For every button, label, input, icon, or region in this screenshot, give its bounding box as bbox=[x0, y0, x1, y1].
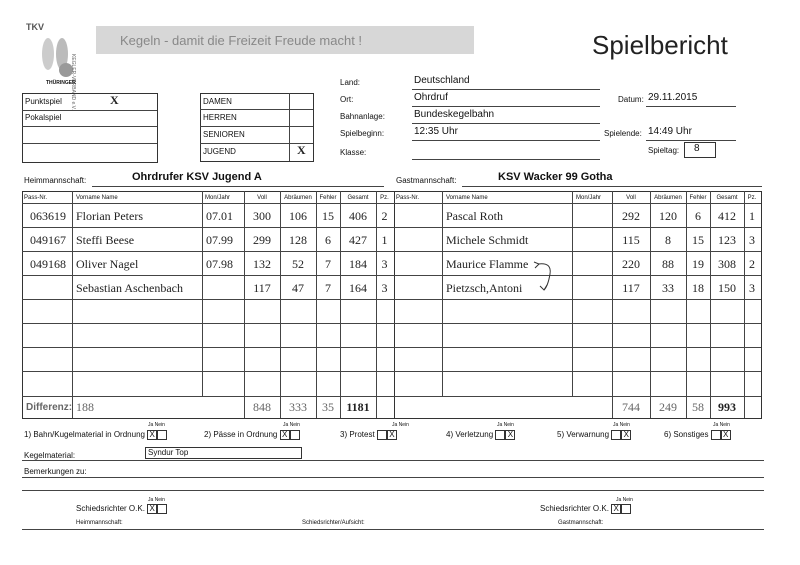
guest-player-name[interactable]: Michele Schmidt bbox=[446, 233, 529, 247]
home-fehler[interactable]: 7 bbox=[325, 257, 331, 271]
home-mon[interactable]: 07.01 bbox=[206, 209, 233, 223]
guest-col-pz: Pz. bbox=[747, 195, 757, 201]
schiri-label: Schiedsrichter O.K. bbox=[540, 504, 609, 514]
check-nein-box[interactable]: X bbox=[387, 430, 397, 440]
check-label: 4) Verletzung bbox=[446, 430, 494, 440]
guest-col-fehler: Fehler bbox=[689, 195, 707, 201]
jugend-mark[interactable]: X bbox=[297, 143, 306, 157]
guest-fehler[interactable]: 15 bbox=[692, 233, 704, 247]
bemerkungen-label: Bemerkungen zu: bbox=[24, 467, 87, 476]
bahnanlage-value[interactable]: Bundeskegelbahn bbox=[414, 109, 495, 120]
spielbeginn-value[interactable]: 12:35 Uhr bbox=[414, 126, 458, 137]
datum-label: Datum: bbox=[618, 95, 644, 104]
home-col-abr: Abräumen bbox=[284, 195, 312, 201]
guest-total-voll[interactable]: 744 bbox=[622, 400, 640, 414]
sig-schiri-label: Schiedsrichter/Aufsicht: bbox=[302, 520, 365, 526]
home-total-fehler[interactable]: 35 bbox=[322, 400, 334, 414]
check-ja-box[interactable] bbox=[377, 430, 387, 440]
damen-label: DAMEN bbox=[203, 97, 232, 106]
guest-player-name[interactable]: Pascal Roth bbox=[446, 209, 503, 223]
home-total-voll[interactable]: 848 bbox=[253, 400, 271, 414]
ja-nein-label: Ja Nein bbox=[392, 422, 409, 428]
home-fehler[interactable]: 15 bbox=[322, 209, 334, 223]
guest-gesamt[interactable]: 308 bbox=[718, 257, 736, 271]
land-label: Land: bbox=[340, 78, 361, 87]
spielende-label: Spielende: bbox=[604, 129, 642, 138]
ja-nein-label: Ja Nein bbox=[148, 422, 165, 428]
spieltag-label: Spieltag: bbox=[648, 146, 680, 155]
sig-heim-label: Heimmannschaft: bbox=[76, 520, 123, 526]
check-item bbox=[340, 430, 397, 440]
check-label: 3) Protest bbox=[340, 430, 375, 440]
check-nein-box[interactable]: X bbox=[505, 430, 515, 440]
home-col-pass: Pass-Nr. bbox=[24, 195, 48, 201]
guest-pz[interactable]: 3 bbox=[749, 281, 755, 295]
guest-abr[interactable]: 8 bbox=[665, 233, 671, 247]
guest-pz[interactable]: 2 bbox=[749, 257, 755, 271]
check-label: 1) Bahn/Kugelmaterial in Ordnung bbox=[24, 430, 145, 440]
home-fehler[interactable]: 6 bbox=[325, 233, 331, 247]
guest-col-voll: Voll bbox=[626, 195, 636, 201]
spielbeginn-label: Spielbeginn: bbox=[340, 129, 385, 138]
check-ja-box[interactable] bbox=[611, 430, 621, 440]
home-pz[interactable]: 3 bbox=[381, 257, 388, 271]
ja-nein-label: Ja Nein bbox=[148, 497, 165, 503]
home-col-gesamt: Gesamt bbox=[347, 195, 369, 201]
check-ja-box[interactable]: X bbox=[147, 430, 157, 440]
ja-nein-label: Ja Nein bbox=[616, 497, 633, 503]
guest-pz[interactable]: 3 bbox=[749, 233, 755, 247]
ja-nein-label: Ja Nein bbox=[283, 422, 300, 428]
home-gesamt[interactable]: 406 bbox=[349, 209, 367, 223]
home-player-name[interactable]: Florian Peters bbox=[76, 209, 143, 223]
datum-value[interactable]: 29.11.2015 bbox=[648, 92, 698, 103]
senioren-label: SENIOREN bbox=[203, 130, 245, 139]
punktspiel-label: Punktspiel bbox=[25, 97, 62, 106]
guest-fehler[interactable]: 19 bbox=[692, 257, 704, 271]
guest-col-name: Vorname Name bbox=[446, 195, 488, 201]
guest-col-abr: Abräumen bbox=[654, 195, 682, 201]
check-nein-box[interactable]: X bbox=[721, 430, 731, 440]
home-mon[interactable]: 07.99 bbox=[206, 233, 233, 247]
ja-nein-label: Ja Nein bbox=[497, 422, 514, 428]
home-pz[interactable]: 2 bbox=[381, 209, 388, 223]
guest-fehler[interactable]: 6 bbox=[695, 209, 701, 223]
home-mon[interactable]: 07.98 bbox=[206, 257, 233, 271]
check-ja-box[interactable] bbox=[495, 430, 505, 440]
guest-total-abr[interactable]: 249 bbox=[659, 400, 677, 414]
home-pz[interactable]: 3 bbox=[381, 281, 388, 295]
home-pass[interactable]: 063619 bbox=[30, 209, 66, 223]
home-gesamt[interactable]: 427 bbox=[349, 233, 367, 247]
spielende-value[interactable]: 14:49 Uhr bbox=[648, 126, 692, 137]
ort-label: Ort: bbox=[340, 95, 354, 104]
home-total-abr[interactable]: 333 bbox=[289, 400, 307, 414]
check-item bbox=[204, 430, 300, 440]
home-pz[interactable]: 1 bbox=[381, 233, 388, 247]
check-nein-box[interactable] bbox=[157, 430, 167, 440]
slogan-bar bbox=[96, 26, 474, 54]
guest-pz[interactable]: 1 bbox=[749, 209, 755, 223]
check-ja-box[interactable]: X bbox=[280, 430, 290, 440]
guest-abr[interactable]: 88 bbox=[662, 257, 674, 271]
guest-col-gesamt: Gesamt bbox=[716, 195, 738, 201]
diff-label: Differenz: bbox=[26, 402, 73, 413]
home-col-voll: Voll bbox=[257, 195, 267, 201]
home-team-label: Heimmannschaft: bbox=[24, 176, 87, 185]
guest-abr[interactable]: 120 bbox=[659, 209, 677, 223]
check-nein-box[interactable] bbox=[290, 430, 300, 440]
kegelmaterial-value: Syndur Top bbox=[148, 448, 189, 457]
klasse-label: Klasse: bbox=[340, 148, 367, 157]
check-label: 6) Sonstiges bbox=[664, 430, 709, 440]
guest-voll[interactable]: 117 bbox=[622, 281, 640, 295]
guest-voll[interactable]: 115 bbox=[622, 233, 640, 247]
home-abr[interactable]: 52 bbox=[292, 257, 304, 271]
kegelmaterial-label: Kegelmaterial: bbox=[24, 451, 76, 460]
check-label: 2) Pässe in Ordnung bbox=[204, 430, 278, 440]
diff-value[interactable]: 188 bbox=[76, 400, 94, 414]
herren-label: HERREN bbox=[203, 113, 237, 122]
home-voll[interactable]: 117 bbox=[253, 281, 271, 295]
home-voll[interactable]: 300 bbox=[253, 209, 271, 223]
home-abr[interactable]: 47 bbox=[292, 281, 304, 295]
schiri-nein-box[interactable] bbox=[621, 504, 631, 514]
jugend-label: JUGEND bbox=[203, 147, 236, 156]
home-pass[interactable]: 049167 bbox=[30, 233, 66, 247]
ja-nein-label: Ja Nein bbox=[713, 422, 730, 428]
ort-value[interactable]: Ohrdruf bbox=[414, 92, 448, 103]
schiri-ja-box[interactable]: X bbox=[147, 504, 157, 514]
logo-abbr: TKV bbox=[26, 22, 44, 32]
check-item bbox=[24, 430, 167, 440]
check-ja-box[interactable] bbox=[711, 430, 721, 440]
guest-voll[interactable]: 220 bbox=[622, 257, 640, 271]
check-nein-box[interactable]: X bbox=[621, 430, 631, 440]
schiri-nein-box[interactable] bbox=[157, 504, 167, 514]
guest-table bbox=[394, 191, 762, 419]
home-abr[interactable]: 106 bbox=[289, 209, 307, 223]
guest-gesamt[interactable]: 150 bbox=[718, 281, 736, 295]
sig-gast-label: Gastmannschaft: bbox=[558, 520, 604, 526]
guest-voll[interactable]: 292 bbox=[622, 209, 640, 223]
logo-side-text: KEGLER-VERBAND e.V. bbox=[70, 54, 76, 110]
home-col-pz: Pz. bbox=[380, 195, 389, 201]
home-player-name[interactable]: Oliver Nagel bbox=[76, 257, 139, 271]
home-abr[interactable]: 128 bbox=[289, 233, 307, 247]
home-col-fehler: Fehler bbox=[319, 195, 337, 201]
check-label: 5) Verwarnung bbox=[557, 430, 610, 440]
land-value[interactable]: Deutschland bbox=[414, 75, 470, 86]
bahnanlage-label: Bahnanlage: bbox=[340, 112, 385, 121]
guest-total-fehler[interactable]: 58 bbox=[692, 400, 704, 414]
punktspiel-mark[interactable]: X bbox=[110, 93, 119, 107]
guest-col-pass: Pass-Nr. bbox=[396, 195, 420, 201]
guest-gesamt[interactable]: 412 bbox=[718, 209, 736, 223]
home-voll[interactable]: 132 bbox=[253, 257, 271, 271]
guest-team-label: Gastmannschaft: bbox=[396, 176, 457, 185]
schiri-ja-box[interactable]: X bbox=[611, 504, 621, 514]
home-player-name[interactable]: Sebastian Aschenbach bbox=[76, 281, 183, 295]
schiri-label: Schiedsrichter O.K. bbox=[76, 504, 145, 514]
schiri-ok-left bbox=[76, 504, 167, 514]
guest-abr[interactable]: 33 bbox=[662, 281, 674, 295]
spieltag-box bbox=[684, 142, 716, 158]
guest-player-name[interactable]: Maurice Flamme bbox=[446, 257, 529, 271]
logo-bottom-text: THÜRINGER bbox=[46, 80, 76, 86]
home-player-name[interactable]: Steffi Beese bbox=[76, 233, 135, 247]
guest-gesamt[interactable]: 123 bbox=[718, 233, 736, 247]
guest-col-mon: Mon/Jahr bbox=[576, 195, 602, 201]
check-item bbox=[446, 430, 515, 440]
guest-team-name[interactable]: KSV Wacker 99 Gotha bbox=[498, 171, 613, 183]
guest-total-gesamt[interactable]: 993 bbox=[718, 400, 736, 414]
swap-arrow-icon bbox=[530, 258, 560, 294]
home-total-gesamt[interactable]: 1181 bbox=[346, 400, 370, 414]
check-item bbox=[664, 430, 731, 440]
pokalspiel-label: Pokalspiel bbox=[25, 113, 62, 122]
home-gesamt[interactable]: 164 bbox=[349, 281, 367, 295]
home-col-mon: Mon/Jahr bbox=[205, 195, 231, 201]
home-pass[interactable]: 049168 bbox=[30, 257, 66, 271]
home-team-name[interactable]: Ohrdrufer KSV Jugend A bbox=[132, 171, 262, 183]
kegelmaterial-field[interactable] bbox=[145, 447, 302, 459]
ja-nein-label: Ja Nein bbox=[613, 422, 630, 428]
spieltag-value[interactable]: 8 bbox=[694, 143, 700, 154]
home-voll[interactable]: 299 bbox=[253, 233, 271, 247]
guest-fehler[interactable]: 18 bbox=[692, 281, 704, 295]
page-title: Spielbericht bbox=[592, 30, 728, 60]
guest-player-name[interactable]: Pietzsch,Antoni bbox=[446, 281, 523, 295]
slogan: Kegeln - damit die Freizeit Freude macht ! bbox=[120, 33, 363, 48]
schiri-ok-right bbox=[540, 504, 631, 514]
home-col-name: Vorname Name bbox=[76, 195, 118, 201]
home-fehler[interactable]: 7 bbox=[325, 281, 331, 295]
check-item bbox=[557, 430, 631, 440]
home-gesamt[interactable]: 184 bbox=[349, 257, 367, 271]
